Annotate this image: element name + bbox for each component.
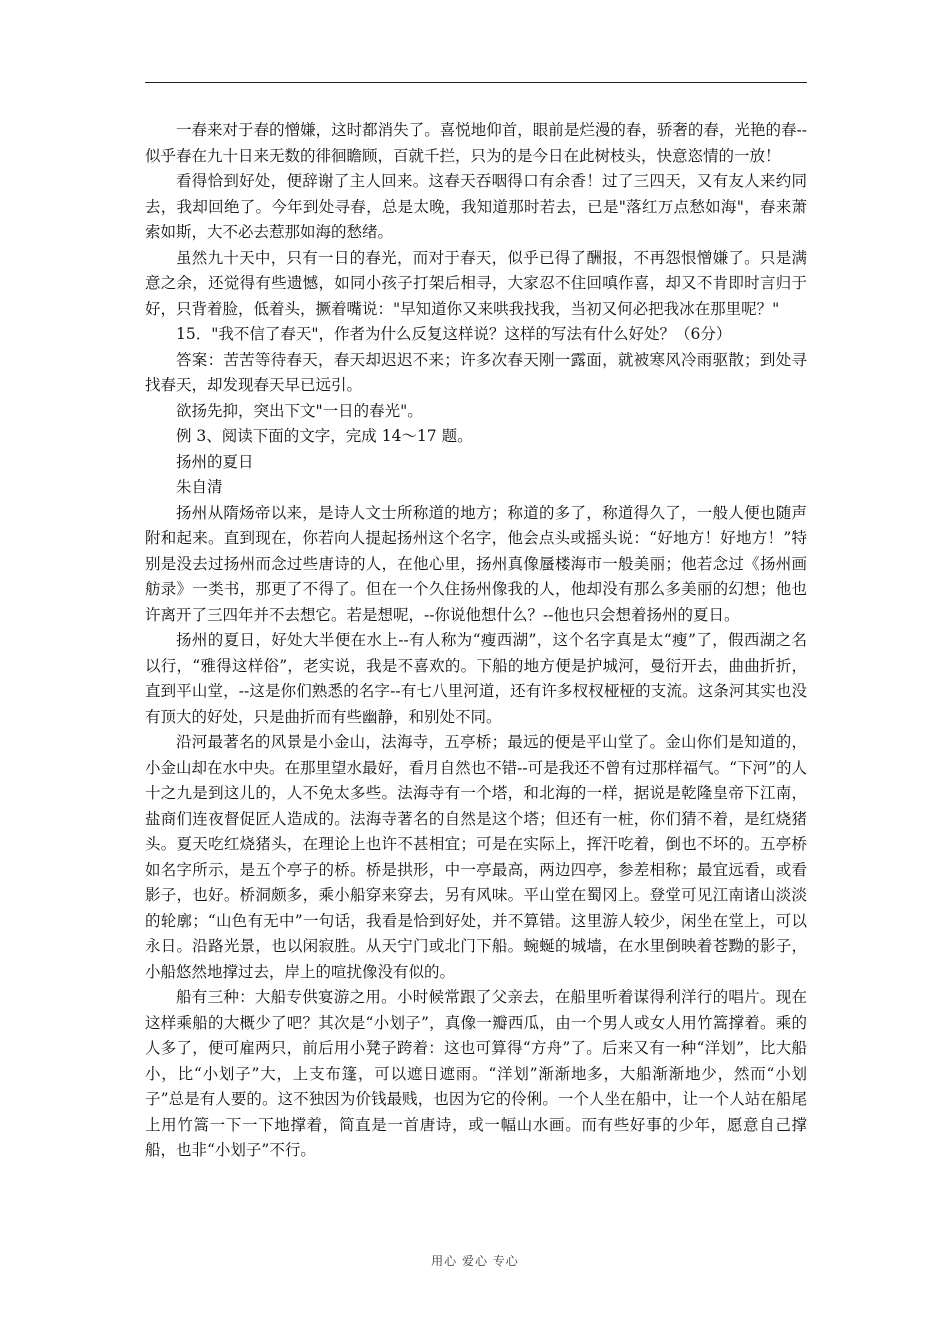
example-heading: 例 3、阅读下面的文字，完成 14～17 题。: [176, 427, 473, 445]
paragraph: 扬州从隋炀帝以来，是诗人文士所称道的地方；称道的多了，称道得久了，一般人便也随声附和起来。直到现在，你若向人提起扬州这个名字，他会点头或摇头说：“好地方！好地方！”特别是没去过扬州而念过些唐诗的人，在他心里，扬州真像蜃楼海市一般美丽；他若念过《扬州画舫录》一类书，那更了不得了。但在一个久住扬州像我的人，他却没有那么多美丽的幻想；他也许离开了三四年并不去想它。若是想呢，--你说他想什么？--他也只会想着扬州的夏日。: [145, 503, 807, 624]
paragraph: 扬州的夏日，好处大半便在水上--有人称为“瘦西湖”，这个名字真是太“瘦”了，假西湖之名以行，“雅得这样俗”，老实说，我是不喜欢的。下船的地方便是护城河，曼衍开去，曲曲折折，直到平山堂，--这是你们熟悉的名字--有七八里河道，还有许多杈杈桠桠的支流。这条河其实也没有顶大的好处，只是曲折而有些幽静，和别处不同。: [145, 631, 807, 726]
article-author: 朱自清: [176, 478, 223, 496]
question: 15．"我不信了春天"，作者为什么反复这样说？这样的写法有什么好处？（6分）: [176, 325, 732, 343]
answer: 答案：苦苦等待春天，春天却迟迟不来；许多次春天刚一露面，就被寒风冷雨驱散；到处寻找春天，却发现春天早已远引。: [145, 350, 807, 394]
page-footer: 用心 爱心 专心: [431, 1254, 519, 1268]
document-body: [145, 118, 807, 1164]
header-rule: [145, 82, 807, 83]
paragraph: 船有三种：大船专供宴游之用。小时候常跟了父亲去，在船里听着谋得利洋行的唱片。现在这样乘船的大概少了吧？其次是“小划子”，真像一瓣西瓜，由一个男人或女人用竹篙撑着。乘的人多了，便可雇两只，前后用小凳子跨着：这也可算得“方舟”了。后来又有一种“洋划”，比大船小，比“小划子”大，上支布篷，可以遮日遮雨。“洋划”渐渐地多，大船渐渐地少，然而“小划子”总是有人要的。这不独因为价钱最贱，也因为它的伶俐。一个人坐在船中，让一个人站在船尾上用竹篙一下一下地撑着，简直是一首唐诗，或一幅山水画。而有些好事的少年，愿意自己撑船，也非“小划子”不行。: [145, 988, 807, 1159]
paragraph: 沿河最著名的风景是小金山，法海寺，五亭桥；最远的便是平山堂了。金山你们是知道的，小金山却在水中央。在那里望水最好，看月自然也不错--可是我还不曾有过那样福气。“下河”的人十之九是到这儿的，人不免太多些。法海寺有一个塔，和北海的一样，据说是乾隆皇帝下江南，盐商们连夜督促匠人造成的。法海寺著名的自然是这个塔；但还有一桩，你们猜不着，是红烧猪头。夏天吃红烧猪头，在理论上也许不甚相宜；可是在实际上，挥汗吃着，倒也不坏的。五亭桥如名字所示，是五个亭子的桥。桥是拱形，中一亭最高，两边四亭，参差相称；最宜远看，或看影子，也好。桥洞颇多，乘小船穿来穿去，另有风味。平山堂在蜀冈上。登堂可见江南诸山淡淡的轮廓；“山色有无中”一句话，我看是恰到好处，并不算错。这里游人较少，闲坐在堂上，可以永日。沿路光景，也以闲寂胜。从天宁门或北门下船。蜿蜒的城墙，在水里倒映着苍黝的影子，小船悠然地撑过去，岸上的喧扰像没有似的。: [145, 733, 807, 981]
answer: 欲扬先抑，突出下文"一日的春光"。: [176, 401, 423, 420]
paragraph: 虽然九十天中，只有一日的春光，而对于春天，似乎已得了酬报，不再怨恨憎嫌了。只是满意之余，还觉得有些遗憾，如同小孩子打架后相寻，大家忍不住回嗔作喜，却又不肯即时言归于好，只背着脸，低着头，撅着嘴说："早知道你又来哄我找我，当初又何必把我冰在那里呢？": [145, 248, 807, 318]
paragraph: 看得恰到好处，便辞谢了主人回来。这春天吞咽得口有余香！过了三四天，又有友人来约同去，我却回绝了。今年到处寻春，总是太晚，我知道那时若去，已是"落红万点愁如海"，春来萧索如斯，大不必去惹那如海的愁绪。: [145, 172, 807, 241]
paragraph: 一春来对于春的憎嫌，这时都消失了。喜悦地仰首，眼前是烂漫的春，骄奢的春，光艳的春--似乎春在九十日来无数的徘徊瞻顾，百就千拦，只为的是今日在此树枝头，快意恣情的一放！: [145, 121, 807, 165]
article-title: 扬州的夏日: [176, 452, 254, 471]
